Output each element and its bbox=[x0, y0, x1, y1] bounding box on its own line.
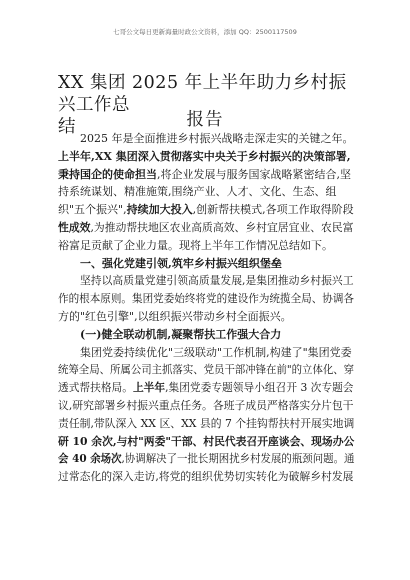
text-run: 研 10 余次,与村"两委"干部、村民代表召开座谈会、现场办公 bbox=[58, 434, 355, 448]
text-line bbox=[58, 415, 354, 433]
text-run: 责任制,带队深入 XX 区、XX 县的 7 个挂钩帮扶村开展实地调 bbox=[58, 416, 355, 430]
text-run: 秉持国企的使命担当 bbox=[58, 167, 157, 181]
text-run: 议,研究部署乡村振兴重点任务。各班子成员严格落实分片包干 bbox=[58, 398, 354, 412]
text-line bbox=[58, 308, 354, 326]
document-body bbox=[58, 130, 354, 486]
text-run: 作的根本原则。集团党委始终将党的建设作为统揽全局、协调各 bbox=[58, 292, 354, 306]
text-line bbox=[58, 166, 354, 184]
text-line bbox=[58, 183, 354, 201]
text-run: (一)健全联动机制,凝聚帮扶工作强大合力 bbox=[80, 327, 282, 341]
text-run: 集团党委持续优化"三级联动"工作机制,构建了"集团党委 bbox=[80, 345, 352, 359]
document-title-line-3: 报告 bbox=[186, 110, 224, 130]
text-run: 织"五个振兴", bbox=[58, 203, 127, 217]
text-run: 裕富足贡献了企业力量。现将上半年工作情况总结如下。 bbox=[58, 238, 333, 252]
text-line bbox=[58, 290, 354, 308]
text-run: ,将企业发展与服务国家战略紧密结合,坚 bbox=[157, 167, 351, 181]
text-run: 上半年 bbox=[132, 381, 166, 395]
text-run: ,为推动帮扶地区农业高质高效、乡村宜居宜业、农民富 bbox=[90, 220, 354, 234]
text-run: 持系统谋划、精准施策,围绕产业、人才、文化、生态、组 bbox=[58, 185, 337, 199]
text-line bbox=[58, 272, 354, 290]
text-line bbox=[58, 201, 354, 219]
title-line-2: 结 bbox=[58, 117, 76, 137]
section-heading bbox=[58, 255, 354, 273]
text-run: ,集团党委专题领导小组召开 3 次专题会 bbox=[165, 381, 354, 395]
text-line bbox=[58, 397, 354, 415]
text-run: 2025 年是全面推进乡村振兴战略走深走实的关键之年。 bbox=[80, 132, 354, 145]
text-run: 方的"红色引擎",以组织振兴带动乡村全面振兴。 bbox=[58, 309, 292, 323]
text-line bbox=[58, 379, 354, 397]
text-run: 上半年,XX 集团深入贯彻落实中央关于乡村振兴的决策部署, bbox=[58, 149, 351, 163]
text-run: ,协调解决了一批长期困扰乡村发展的瓶颈问题。通 bbox=[121, 452, 355, 466]
text-line bbox=[58, 433, 354, 451]
text-line bbox=[58, 468, 354, 486]
text-line bbox=[58, 130, 354, 148]
title-line-1: XX 集团 2025 年上半年助力乡村振兴工作总 bbox=[58, 73, 347, 115]
text-line bbox=[58, 450, 354, 468]
text-run: 统筹全局、所属公司主抓落实、党员干部冲锋在前"的立体化、穿 bbox=[58, 363, 355, 377]
text-run: 坚持以高质量党建引领高质量发展,是集团推动乡村振兴工 bbox=[80, 274, 354, 288]
text-run: 过常态化的深入走访,将党的组织优势切实转化为破解乡村发展 bbox=[58, 470, 354, 484]
text-line bbox=[58, 219, 354, 237]
text-run: 会 40 余场次 bbox=[58, 452, 122, 466]
subsection-heading bbox=[58, 326, 354, 344]
text-run: ,创新帮扶模式,各项工作取得阶段 bbox=[192, 203, 354, 217]
text-line bbox=[58, 237, 354, 255]
text-line bbox=[58, 361, 354, 379]
text-line bbox=[58, 148, 354, 166]
header-note: 七哥公文每日更新海量时政公文资料，添加 QQ：2500117509 bbox=[113, 28, 297, 36]
text-run: 透式帮扶格局。 bbox=[58, 381, 133, 395]
text-run: 持续加大投入 bbox=[126, 203, 193, 217]
text-line bbox=[58, 344, 354, 362]
text-run: 性成效 bbox=[58, 220, 91, 234]
text-run: 一、强化党建引领,筑牢乡村振兴组织堡垒 bbox=[80, 256, 282, 270]
